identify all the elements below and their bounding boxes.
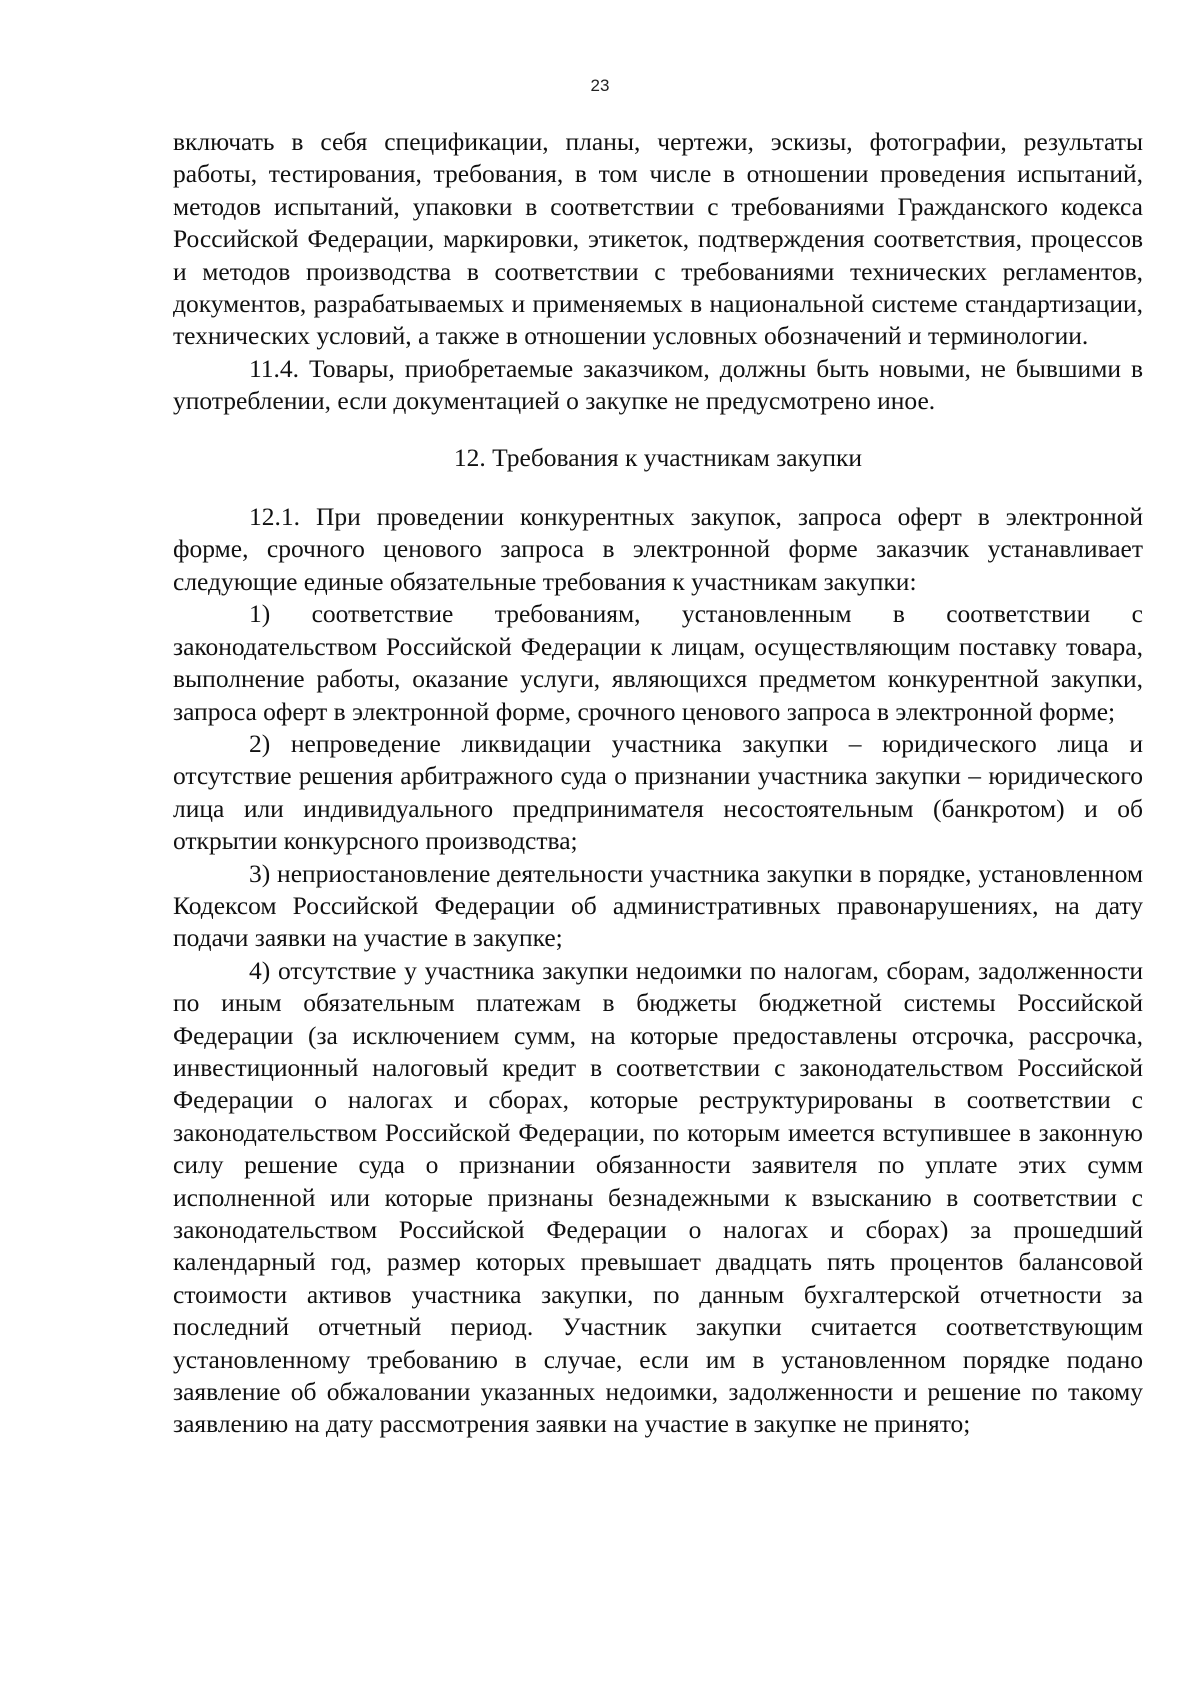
list-item-4: 4) отсутствие у участника закупки недоимки по налогам, сборам, задолженности по иным обязательным платежам в бюджеты бюджетной системы Российской Федерации (за исключением сумм, на которые предоставлены отсрочка, рассрочка, инвестиционный налоговый кредит в соответствии с законодательством Российской Федерации о налогах и сборах, которые реструктурированы в соответствии с законодательством Российской Федерации, по которым имеется вступившее в законную силу решение суда о признании обязанности заявителя по уплате этих сумм исполненной или которые признаны безнадежными к взысканию в соответствии с законодательством Российской Федерации о налогах и сборах) за прошедший календарный год, размер которых превышает двадцать пять процентов балансовой стоимости активов участника закупки, по данным бухгалтерской отчетности за последний отчетный период. Участник закупки считается соответствующим установленному требованию в случае, если им в установленном порядке подано заявление об обжаловании указанных недоимки, задолженности и решение по такому заявлению на дату рассмотрения заявки на участие в закупке не принято; <box>173 955 1143 1439</box>
section-12-heading: 12. Требования к участникам закупки <box>453 442 863 472</box>
paragraph-12-1: 12.1. При проведении конкурентных закупок, запроса оферт в электронной форме, срочного ценового запроса в электронной форме заказчик устанавливает следующие единые обязательные требования к участникам закупки: <box>173 502 1143 596</box>
list-item-2: 2) непроведение ликвидации участника закупки – юридического лица и отсутствие решения арбитражного суда о признании участника закупки – юридического лица или индивидуального предпринимателя несостоятельным (банкротом) и об открытии конкурсного производства; <box>173 728 1143 856</box>
page-number: 23 <box>590 76 610 95</box>
list-item-1: 1) соответствие требованиям, установленным в соответствии с законодательством Российской Федерации к лицам, осуществляющим поставку товара, выполнение работы, оказание услуги, являющихся предметом конкурентной закупки, запроса оферт в электронной форме, срочного ценового запроса в электронной форме; <box>173 599 1143 726</box>
paragraph-continuation: включать в себя спецификации, планы, чертежи, эскизы, фотографии, результаты работы, тестирования, требования, в том числе в отношении проведения испытаний, методов испытаний, упаковки в соответствии с требованиями Гражданского кодекса Российской Федерации, маркировки, этикеток, подтверждения соответствия, процессов и методов производства в соответствии с требованиями технических регламентов, документов, разрабатываемых и применяемых в национальной системе стандартизации, технических условий, а также в отношении условных обозначений и терминологии. <box>173 127 1143 351</box>
list-item-3: 3) неприостановление деятельности участника закупки в порядке, установленном Кодексом Российской Федерации об административных правонарушениях, на дату подачи заявки на участие в закупке; <box>173 858 1143 953</box>
document-body <box>173 126 1143 1441</box>
paragraph-11-4: 11.4. Товары, приобретаемые заказчиком, должны быть новыми, не бывшими в употреблении, если документацией о закупке не предусмотрено иное. <box>173 353 1143 416</box>
